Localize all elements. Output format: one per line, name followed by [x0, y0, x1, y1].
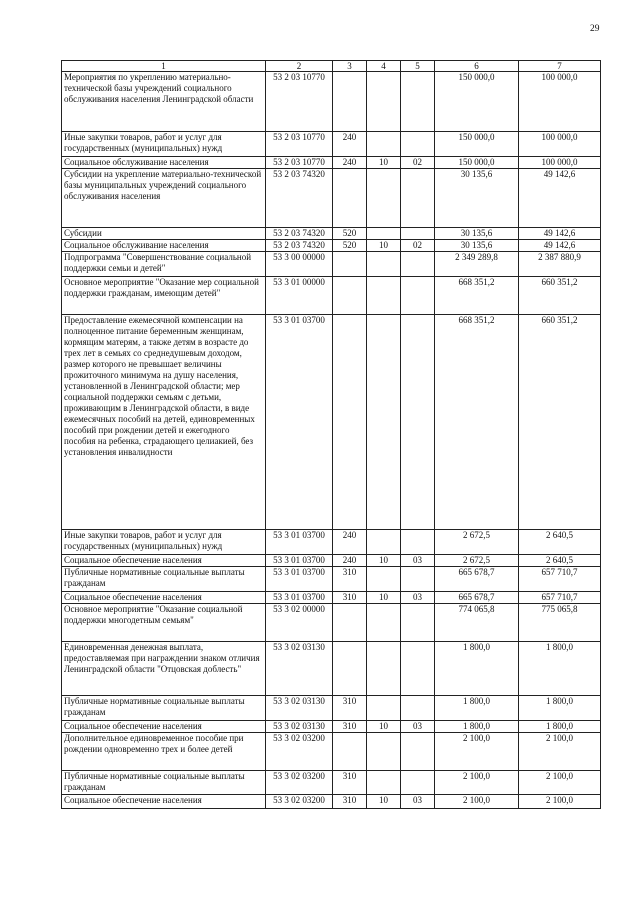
row-col3-cell: 240 — [333, 132, 367, 157]
row-col4-cell — [367, 771, 401, 795]
row-col4-cell — [367, 72, 401, 132]
row-value7-cell: 660 351,2 — [519, 277, 601, 315]
table-row — [62, 228, 601, 240]
row-value7-cell: 49 142,6 — [519, 169, 601, 228]
row-col3-cell: 310 — [333, 567, 367, 592]
row-value7-cell: 775 065,8 — [519, 604, 601, 642]
row-col3-cell: 310 — [333, 771, 367, 795]
row-col4-cell: 10 — [367, 555, 401, 567]
row-value6-cell: 30 135,6 — [435, 169, 519, 228]
table-row — [62, 252, 601, 277]
row-name-cell: Мероприятия по укреплению материально-технической базы учреждений социального обслуживания населения Ленинградской области — [62, 72, 266, 132]
header-cell: 4 — [367, 61, 401, 72]
row-name-cell: Иные закупки товаров, работ и услуг для государственных (муниципальных) нужд — [62, 530, 266, 555]
row-name-cell: Социальное обеспечение населения — [62, 555, 266, 567]
row-col3-cell — [333, 604, 367, 642]
row-col5-cell — [401, 277, 435, 315]
row-col3-cell — [333, 733, 367, 771]
row-col4-cell: 10 — [367, 592, 401, 604]
row-value6-cell: 30 135,6 — [435, 228, 519, 240]
table-row — [62, 771, 601, 795]
row-code-cell: 53 2 03 74320 — [266, 240, 333, 252]
row-col5-cell — [401, 315, 435, 530]
row-col3-cell — [333, 72, 367, 132]
row-col5-cell — [401, 132, 435, 157]
row-col5-cell — [401, 228, 435, 240]
header-cell: 6 — [435, 61, 519, 72]
row-name-cell: Социальное обеспечение населения — [62, 592, 266, 604]
row-col3-cell: 520 — [333, 240, 367, 252]
row-col4-cell — [367, 277, 401, 315]
table-row — [62, 696, 601, 721]
row-col4-cell — [367, 315, 401, 530]
row-code-cell: 53 3 01 00000 — [266, 277, 333, 315]
row-value6-cell: 150 000,0 — [435, 157, 519, 169]
row-name-cell: Подпрограмма "Совершенствование социальной поддержки семьи и детей" — [62, 252, 266, 277]
row-col5-cell — [401, 530, 435, 555]
table-row — [62, 795, 601, 809]
row-value7-cell: 2 100,0 — [519, 771, 601, 795]
row-name-cell: Основное мероприятие "Оказание мер социальной поддержки гражданам, имеющим детей" — [62, 277, 266, 315]
row-col3-cell — [333, 642, 367, 696]
row-code-cell: 53 3 02 03200 — [266, 795, 333, 809]
row-col3-cell — [333, 315, 367, 530]
row-value6-cell: 1 800,0 — [435, 642, 519, 696]
row-value7-cell: 49 142,6 — [519, 228, 601, 240]
row-code-cell: 53 2 03 10770 — [266, 132, 333, 157]
table-row — [62, 315, 601, 530]
row-col5-cell: 03 — [401, 721, 435, 733]
row-name-cell: Социальное обеспечение населения — [62, 721, 266, 733]
row-value6-cell: 150 000,0 — [435, 132, 519, 157]
row-col4-cell — [367, 733, 401, 771]
row-name-cell: Социальное обеспечение населения — [62, 795, 266, 809]
row-value6-cell: 668 351,2 — [435, 277, 519, 315]
row-value6-cell: 30 135,6 — [435, 240, 519, 252]
row-value6-cell: 2 100,0 — [435, 733, 519, 771]
row-col5-cell: 03 — [401, 592, 435, 604]
row-value7-cell: 657 710,7 — [519, 592, 601, 604]
row-code-cell: 53 3 02 03130 — [266, 696, 333, 721]
header-cell: 5 — [401, 61, 435, 72]
row-col5-cell — [401, 696, 435, 721]
table-row — [62, 240, 601, 252]
row-col5-cell — [401, 733, 435, 771]
row-code-cell: 53 3 01 03700 — [266, 315, 333, 530]
row-col3-cell: 310 — [333, 696, 367, 721]
row-value6-cell: 2 672,5 — [435, 530, 519, 555]
row-value6-cell: 2 100,0 — [435, 795, 519, 809]
row-code-cell: 53 3 01 03700 — [266, 592, 333, 604]
row-value7-cell: 2 100,0 — [519, 733, 601, 771]
row-value7-cell: 100 000,0 — [519, 72, 601, 132]
table-row — [62, 592, 601, 604]
row-code-cell: 53 2 03 74320 — [266, 228, 333, 240]
table-row — [62, 733, 601, 771]
header-row — [62, 61, 601, 72]
budget-table — [61, 60, 601, 809]
row-value6-cell: 1 800,0 — [435, 696, 519, 721]
row-value7-cell: 660 351,2 — [519, 315, 601, 530]
table-row — [62, 72, 601, 132]
table-row — [62, 157, 601, 169]
row-code-cell: 53 3 02 03130 — [266, 721, 333, 733]
row-name-cell: Основное мероприятие "Оказание социальной поддержки многодетным семьям" — [62, 604, 266, 642]
row-value6-cell: 774 065,8 — [435, 604, 519, 642]
table-row — [62, 721, 601, 733]
row-code-cell: 53 2 03 10770 — [266, 157, 333, 169]
row-col4-cell — [367, 567, 401, 592]
row-code-cell: 53 3 01 03700 — [266, 530, 333, 555]
row-value7-cell: 2 100,0 — [519, 795, 601, 809]
row-name-cell: Социальное обслуживание населения — [62, 157, 266, 169]
table-row — [62, 277, 601, 315]
header-cell: 3 — [333, 61, 367, 72]
header-cell: 2 — [266, 61, 333, 72]
row-col5-cell — [401, 252, 435, 277]
row-col5-cell: 02 — [401, 157, 435, 169]
row-value7-cell: 1 800,0 — [519, 642, 601, 696]
row-col4-cell — [367, 696, 401, 721]
row-code-cell: 53 3 01 03700 — [266, 567, 333, 592]
row-col4-cell: 10 — [367, 795, 401, 809]
row-code-cell: 53 3 02 03200 — [266, 733, 333, 771]
row-value6-cell: 668 351,2 — [435, 315, 519, 530]
row-code-cell: 53 3 02 03200 — [266, 771, 333, 795]
row-code-cell: 53 3 02 00000 — [266, 604, 333, 642]
row-col5-cell — [401, 642, 435, 696]
row-col4-cell — [367, 169, 401, 228]
row-value7-cell: 1 800,0 — [519, 696, 601, 721]
row-col3-cell: 520 — [333, 228, 367, 240]
row-name-cell: Публичные нормативные социальные выплаты гражданам — [62, 567, 266, 592]
row-value7-cell: 657 710,7 — [519, 567, 601, 592]
row-col4-cell — [367, 604, 401, 642]
row-value7-cell: 2 387 880,9 — [519, 252, 601, 277]
row-col3-cell — [333, 252, 367, 277]
row-col4-cell — [367, 252, 401, 277]
row-col4-cell — [367, 132, 401, 157]
row-name-cell: Социальное обслуживание населения — [62, 240, 266, 252]
row-value6-cell: 665 678,7 — [435, 592, 519, 604]
row-name-cell: Субсидии на укрепление материально-технической базы муниципальных учреждений социального обслуживания населения — [62, 169, 266, 228]
row-col5-cell: 02 — [401, 240, 435, 252]
row-col5-cell — [401, 771, 435, 795]
table-row — [62, 604, 601, 642]
row-col3-cell: 240 — [333, 157, 367, 169]
row-value7-cell: 100 000,0 — [519, 157, 601, 169]
row-name-cell: Субсидии — [62, 228, 266, 240]
row-col3-cell: 310 — [333, 795, 367, 809]
header-cell: 1 — [62, 61, 266, 72]
row-name-cell: Иные закупки товаров, работ и услуг для государственных (муниципальных) нужд — [62, 132, 266, 157]
row-col5-cell — [401, 169, 435, 228]
row-col4-cell — [367, 642, 401, 696]
row-col5-cell: 03 — [401, 555, 435, 567]
row-col4-cell: 10 — [367, 721, 401, 733]
row-code-cell: 53 3 00 00000 — [266, 252, 333, 277]
row-code-cell: 53 3 01 03700 — [266, 555, 333, 567]
row-col4-cell: 10 — [367, 157, 401, 169]
table-row — [62, 132, 601, 157]
row-value7-cell: 2 640,5 — [519, 530, 601, 555]
page-number: 29 — [590, 24, 600, 34]
table-row — [62, 169, 601, 228]
row-col5-cell — [401, 567, 435, 592]
row-col5-cell — [401, 604, 435, 642]
row-value7-cell: 2 640,5 — [519, 555, 601, 567]
row-col3-cell: 310 — [333, 721, 367, 733]
row-value7-cell: 1 800,0 — [519, 721, 601, 733]
row-name-cell: Предоставление ежемесячной компенсации на полноценное питание беременным женщинам, кормящим матерям, а также детям в возрасте до трех лет в семьях со среднедушевым доходом, размер которого не превышает величины прожиточного минимума на душу населения, установленной в Ленинградской области; мер социальной поддержки семьям с детьми, проживающим в Ленинградской области, в виде ежемесячных пособий на детей, единовременных пособий при рождении детей и ежегодного пособия на ребенка, страдающего целиакией, без установления инвалидности — [62, 315, 266, 530]
row-col4-cell: 10 — [367, 240, 401, 252]
row-col3-cell: 240 — [333, 555, 367, 567]
header-cell: 7 — [519, 61, 601, 72]
row-value6-cell: 2 100,0 — [435, 771, 519, 795]
row-col3-cell: 310 — [333, 592, 367, 604]
row-col5-cell: 03 — [401, 795, 435, 809]
row-value6-cell: 2 672,5 — [435, 555, 519, 567]
row-code-cell: 53 2 03 74320 — [266, 169, 333, 228]
table-row — [62, 530, 601, 555]
row-value6-cell: 2 349 289,8 — [435, 252, 519, 277]
row-col3-cell — [333, 277, 367, 315]
row-code-cell: 53 2 03 10770 — [266, 72, 333, 132]
row-col4-cell — [367, 228, 401, 240]
row-col4-cell — [367, 530, 401, 555]
row-name-cell: Публичные нормативные социальные выплаты гражданам — [62, 696, 266, 721]
row-value6-cell: 1 800,0 — [435, 721, 519, 733]
row-value6-cell: 665 678,7 — [435, 567, 519, 592]
row-value7-cell: 100 000,0 — [519, 132, 601, 157]
row-name-cell: Дополнительное единовременное пособие при рождении одновременно трех и более детей — [62, 733, 266, 771]
row-value6-cell: 150 000,0 — [435, 72, 519, 132]
row-code-cell: 53 3 02 03130 — [266, 642, 333, 696]
row-name-cell: Единовременная денежная выплата, предоставляемая при награждении знаком отличия Ленинградской области "Отцовская доблесть" — [62, 642, 266, 696]
row-col5-cell — [401, 72, 435, 132]
row-col3-cell — [333, 169, 367, 228]
row-name-cell: Публичные нормативные социальные выплаты гражданам — [62, 771, 266, 795]
row-col3-cell: 240 — [333, 530, 367, 555]
table-row — [62, 567, 601, 592]
table-row — [62, 555, 601, 567]
row-value7-cell: 49 142,6 — [519, 240, 601, 252]
table-row — [62, 642, 601, 696]
